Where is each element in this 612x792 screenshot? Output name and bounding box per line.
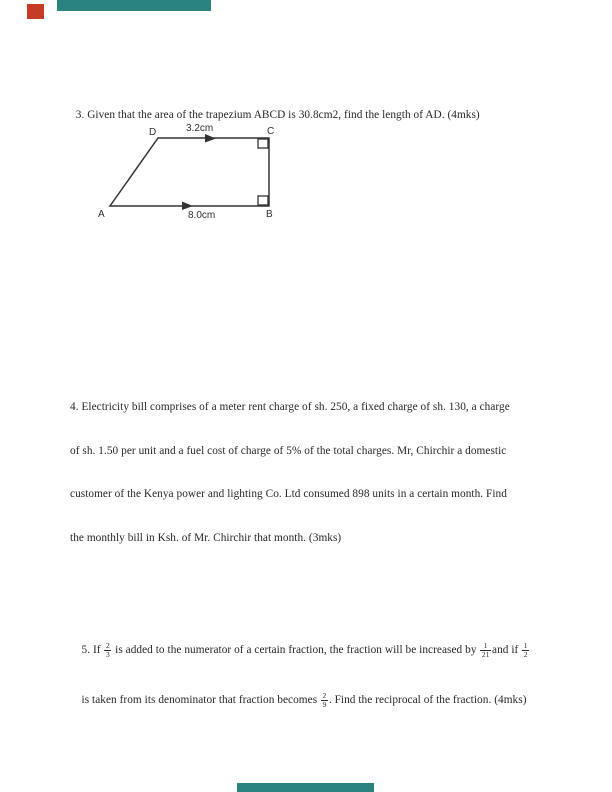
question-4-line-1: 4. Electricity bill comprises of a meter rent charge of sh. 250, a fixed charge of sh. 130, a charge — [70, 401, 510, 413]
redaction-mark-teal-top — [57, 0, 211, 11]
vertex-label-c: C — [267, 126, 275, 137]
question-4-line-2: of sh. 1.50 per unit and a fuel cost of charge of 5% of the total charges. Mr, Chirchir a domestic — [70, 444, 507, 457]
trapezium-outline — [110, 138, 269, 206]
bottom-length-label: 8.0cm — [188, 210, 216, 221]
question-4-line-4: the monthly bill in Ksh. of Mr. Chirchir that month. (3mks) — [70, 531, 342, 544]
question-5-line-1 — [70, 619, 530, 659]
fraction-two-ninths: $\frac{2}{9}$ — [322, 690, 327, 709]
bottom-side-arrow-icon — [182, 202, 193, 211]
vertex-label-d: D — [149, 127, 157, 138]
right-angle-marker-c — [258, 139, 268, 148]
top-side-arrow-icon — [205, 134, 216, 143]
fraction-one-half: $\frac{1}{2}$ — [523, 640, 528, 659]
q5-line2-pre: is taken from its denominator that fraction becomes — [81, 694, 321, 706]
q5-text-mid2: and if — [492, 644, 522, 656]
vertex-label-b: B — [266, 209, 273, 220]
right-angle-marker-b — [258, 196, 268, 205]
question-4-line-3: customer of the Kenya power and lighting Co. Ltd consumed 898 units in a certain month. Find — [70, 488, 507, 500]
q5-text-pre: 5. If — [81, 644, 104, 656]
redaction-mark-teal-bottom — [237, 783, 374, 792]
trapezium-diagram — [93, 116, 293, 226]
redaction-mark-red — [27, 4, 44, 19]
question-5 — [70, 590, 530, 709]
q5-line2-post: . Find the reciprocal of the fraction. (4mks) — [328, 694, 527, 706]
question-3-text: 3. Given that the area of the trapezium ABCD is 30.8cm2, find the length of AD. (4mks) — [75, 108, 480, 121]
question-5-line-2 — [70, 669, 530, 709]
top-length-label: 3.2cm — [186, 123, 214, 134]
vertex-label-a: A — [98, 209, 105, 220]
q5-text-mid: is added to the numerator of a certain fraction, the fraction will be increased by — [112, 644, 480, 656]
fraction-two-thirds: $\frac{2}{3}$ — [105, 640, 110, 659]
question-4 — [70, 371, 510, 560]
fraction-one-twentyfirst: $\frac{1}{21}$ — [481, 640, 490, 659]
